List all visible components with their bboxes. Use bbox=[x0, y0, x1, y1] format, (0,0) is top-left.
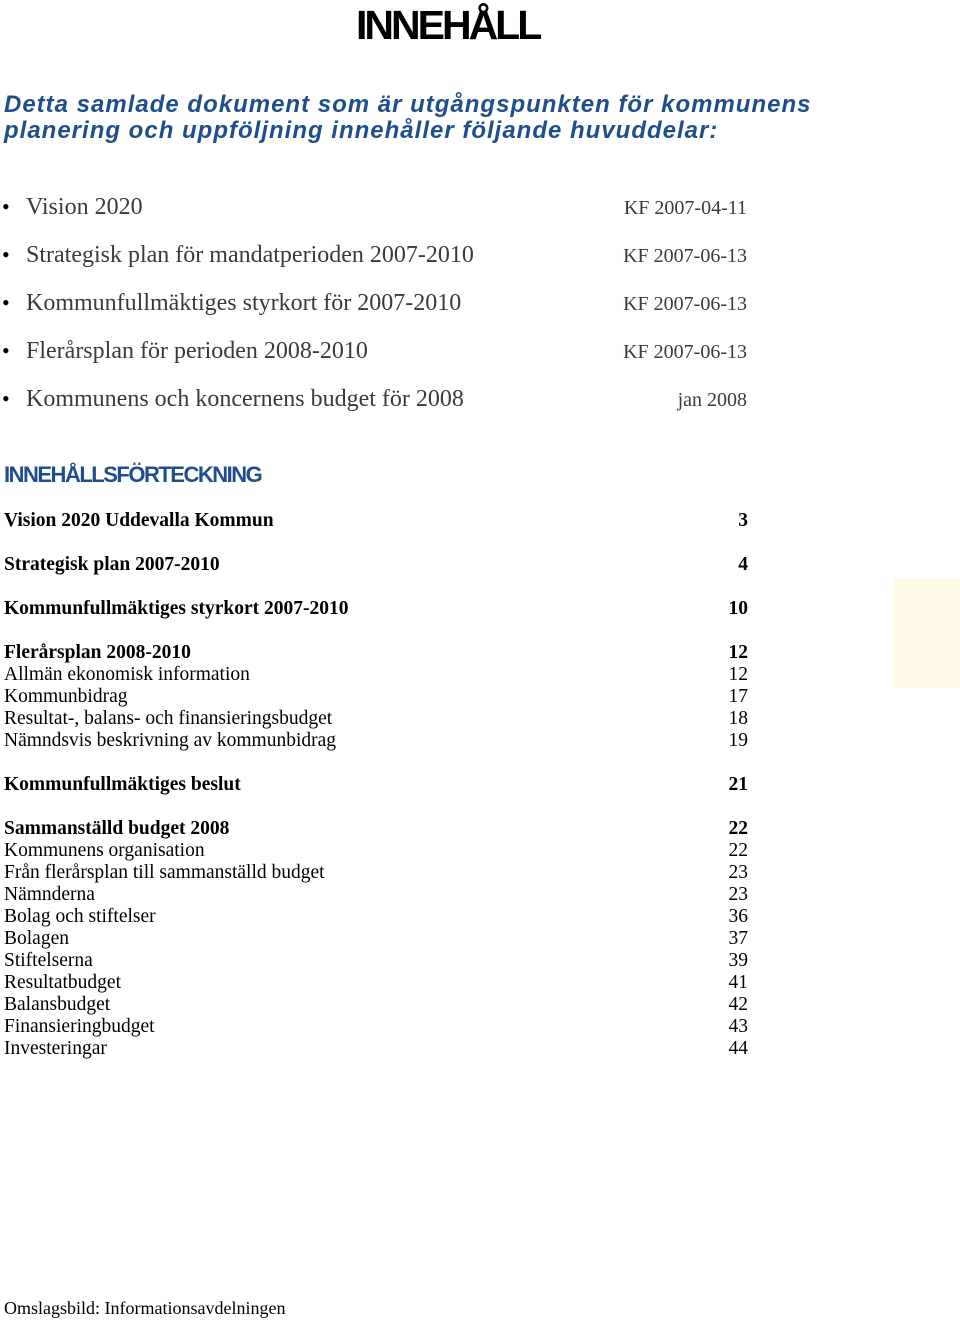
toc-entry[interactable] bbox=[4, 686, 748, 708]
document-item bbox=[0, 188, 760, 236]
toc-entry[interactable] bbox=[4, 928, 748, 950]
document-reference: KF 2007-06-13 bbox=[623, 293, 747, 315]
bullet-icon: • bbox=[2, 386, 10, 411]
toc-entry-page: 41 bbox=[728, 972, 748, 993]
toc-entry-page: 18 bbox=[728, 708, 748, 729]
bullet-icon: • bbox=[2, 194, 10, 219]
toc-entry[interactable] bbox=[4, 1038, 748, 1060]
toc-entry-label: Strategisk plan 2007-2010 bbox=[4, 554, 220, 575]
toc-entry-page: 23 bbox=[728, 862, 748, 883]
document-name: Kommunens och koncernens budget för 2008 bbox=[26, 386, 464, 412]
toc-entry[interactable] bbox=[4, 840, 748, 862]
cover-credit: Omslagsbild: Informationsavdelningen bbox=[4, 1298, 286, 1318]
toc-entry[interactable] bbox=[4, 1016, 748, 1038]
toc-entry[interactable] bbox=[4, 598, 748, 620]
document-name: Flerårsplan för perioden 2008-2010 bbox=[26, 338, 368, 364]
toc-entry-label: Kommunens organisation bbox=[4, 840, 205, 861]
toc-entry-page: 12 bbox=[728, 642, 748, 663]
document-reference: jan 2008 bbox=[677, 389, 747, 411]
toc-entry[interactable] bbox=[4, 884, 748, 906]
toc-entry[interactable] bbox=[4, 774, 748, 796]
toc-entry-page: 12 bbox=[728, 664, 748, 685]
toc-entry-page: 44 bbox=[728, 1038, 748, 1059]
toc-entry-label: Kommunbidrag bbox=[4, 686, 128, 707]
toc-entry[interactable] bbox=[4, 554, 748, 576]
page-title: INNEHÅLL bbox=[356, 2, 540, 48]
toc-entry-label: Investeringar bbox=[4, 1038, 107, 1059]
toc-entry[interactable] bbox=[4, 730, 748, 752]
toc-entry-page: 17 bbox=[728, 686, 748, 707]
document-name: Strategisk plan för mandatperioden 2007-2010 bbox=[26, 242, 474, 268]
toc-entry-label: Finansieringbudget bbox=[4, 1016, 155, 1037]
document-name: Kommunfullmäktiges styrkort för 2007-2010 bbox=[26, 290, 462, 316]
toc-entry-label: Bolagen bbox=[4, 928, 69, 949]
document-reference: KF 2007-06-13 bbox=[623, 245, 747, 267]
bullet-icon: • bbox=[2, 338, 10, 363]
toc-entry-label: Flerårsplan 2008-2010 bbox=[4, 642, 191, 663]
toc-entry-page: 42 bbox=[728, 994, 748, 1015]
toc-heading: INNEHÅLLSFÖRTECKNING bbox=[4, 462, 262, 487]
toc-entry-label: Nämnderna bbox=[4, 884, 95, 905]
document-list bbox=[0, 188, 760, 428]
toc-entry-label: Bolag och stiftelser bbox=[4, 906, 156, 927]
document-reference: KF 2007-04-11 bbox=[623, 197, 747, 219]
document-item bbox=[0, 332, 760, 380]
toc-entry-page: 3 bbox=[738, 510, 748, 531]
toc-entry-label: Balansbudget bbox=[4, 994, 111, 1015]
toc-entry-page: 21 bbox=[728, 774, 748, 795]
toc-entry-label: Allmän ekonomisk information bbox=[4, 664, 250, 685]
toc-entry-label: Vision 2020 Uddevalla Kommun bbox=[4, 510, 274, 531]
document-name: Vision 2020 bbox=[26, 194, 143, 220]
toc-entry[interactable] bbox=[4, 708, 748, 730]
toc-entry-page: 22 bbox=[728, 840, 748, 861]
toc-entry[interactable] bbox=[4, 972, 748, 994]
toc-entry[interactable] bbox=[4, 906, 748, 928]
table-of-contents bbox=[4, 510, 748, 1060]
toc-entry-page: 4 bbox=[738, 554, 748, 575]
toc-entry-page: 39 bbox=[728, 950, 748, 971]
toc-entry[interactable] bbox=[4, 994, 748, 1016]
intro-text: Detta samlade dokument som är utgångspunkten för kommunens planering och uppföljning innehåller följande huvuddelar: bbox=[4, 91, 812, 144]
toc-entry[interactable] bbox=[4, 862, 748, 884]
toc-entry-label: Stiftelserna bbox=[4, 950, 93, 971]
bullet-icon: • bbox=[2, 290, 10, 315]
toc-entry-label: Resultat-, balans- och finansieringsbudget bbox=[4, 708, 333, 729]
toc-entry-label: Nämndsvis beskrivning av kommunbidrag bbox=[4, 730, 337, 751]
toc-entry-page: 19 bbox=[728, 730, 748, 751]
toc-entry-label: Kommunfullmäktiges styrkort 2007-2010 bbox=[4, 598, 349, 619]
toc-entry-page: 36 bbox=[728, 906, 748, 927]
document-reference: KF 2007-06-13 bbox=[623, 341, 747, 363]
toc-entry-page: 43 bbox=[728, 1016, 748, 1037]
document-item bbox=[0, 236, 760, 284]
bullet-icon: • bbox=[2, 242, 10, 267]
toc-entry-page: 10 bbox=[728, 598, 748, 619]
toc-entry-label: Sammanställd budget 2008 bbox=[4, 818, 230, 839]
toc-entry[interactable] bbox=[4, 510, 748, 532]
toc-entry-page: 22 bbox=[728, 818, 748, 839]
toc-entry[interactable] bbox=[4, 818, 748, 840]
toc-entry[interactable] bbox=[4, 950, 748, 972]
toc-entry-label: Från flerårsplan till sammanställd budget bbox=[4, 862, 325, 883]
toc-entry[interactable] bbox=[4, 642, 748, 664]
toc-entry-page: 37 bbox=[728, 928, 748, 949]
toc-entry[interactable] bbox=[4, 664, 748, 686]
toc-entry-page: 23 bbox=[728, 884, 748, 905]
toc-entry-label: Kommunfullmäktiges beslut bbox=[4, 774, 241, 795]
side-tab-marker bbox=[894, 578, 960, 688]
document-item bbox=[0, 284, 760, 332]
toc-entry-label: Resultatbudget bbox=[4, 972, 121, 993]
document-item bbox=[0, 380, 760, 428]
